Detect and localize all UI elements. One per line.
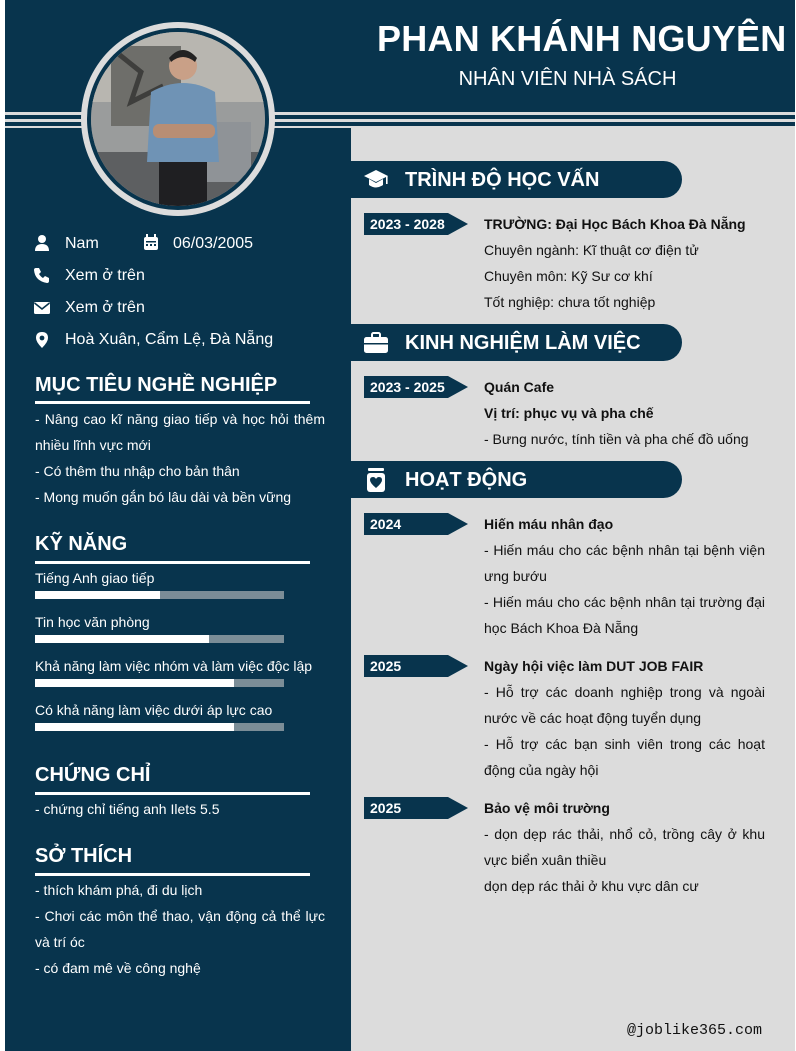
job-position: Vị trí: phục vụ và pha chế xyxy=(484,405,654,421)
company-name: Quán Cafe xyxy=(484,379,555,395)
activity-date: 2025 xyxy=(370,658,402,674)
date-tag xyxy=(364,655,468,677)
education-line: Chuyên ngành: Kĩ thuật cơ điện tử xyxy=(484,242,699,258)
activity-entry xyxy=(484,511,765,641)
skill-label: Tin học văn phòng xyxy=(35,614,150,630)
certificates-title: CHỨNG CHỈ xyxy=(35,764,151,786)
skill-bar xyxy=(35,591,284,599)
email-value: Xem ở trên xyxy=(65,299,145,316)
section-rule xyxy=(35,561,310,564)
skill-bar-fill xyxy=(35,679,234,687)
activities-header xyxy=(351,461,682,498)
hobby-item: - thích khám phá, đi du lịch xyxy=(35,882,203,898)
school-name: TRƯỜNG: Đại Học Bách Khoa Đà Nẵng xyxy=(484,216,746,232)
objective-list xyxy=(35,406,325,510)
section-rule xyxy=(35,873,310,876)
user-icon xyxy=(33,234,51,252)
education-line: Tốt nghiệp: chưa tốt nghiệp xyxy=(484,294,656,310)
date-tag xyxy=(364,797,468,819)
objective-item: - Mong muốn gắn bó lâu dài và bền vững xyxy=(35,489,292,505)
hobby-item: - có đam mê về công nghệ xyxy=(35,960,201,976)
activity-entry xyxy=(484,795,765,899)
date-tag xyxy=(364,376,468,398)
education-date: 2023 - 2028 xyxy=(370,216,445,232)
email-icon xyxy=(33,299,51,317)
activity-line: - Hiến máu cho các bệnh nhân tại trường đại học Bách Khoa Đà Nẵng xyxy=(484,594,765,636)
objective-title: MỤC TIÊU NGHỀ NGHIỆP xyxy=(35,374,278,396)
objective-item: - Có thêm thu nhập cho bản thân xyxy=(35,463,240,479)
certificate-item: - chứng chỉ tiếng anh Ilets 5.5 xyxy=(35,801,220,817)
cv-page xyxy=(5,0,795,1051)
activity-name: Hiến máu nhân đạo xyxy=(484,516,614,532)
activity-line: - Hỗ trợ các bạn sinh viên trong các hoạt động của ngày hội xyxy=(484,736,765,778)
skill-bar-fill xyxy=(35,635,209,643)
experience-entry xyxy=(484,374,765,452)
calendar-icon xyxy=(142,234,160,252)
certificate-list xyxy=(35,796,325,822)
activity-name: Ngày hội việc làm DUT JOB FAIR xyxy=(484,658,704,674)
skill-label: Khả năng làm việc nhóm và làm việc độc lập xyxy=(35,658,313,674)
activities-title: HOẠT ĐỘNG xyxy=(405,469,528,491)
objective-item: - Nâng cao kĩ năng giao tiếp và học hỏi thêm nhiều lĩnh vực mới xyxy=(35,411,325,453)
candidate-name: PHAN KHÁNH NGUYÊN xyxy=(377,18,787,59)
heart-badge-icon xyxy=(363,467,389,493)
experience-title: KINH NGHIỆM LÀM VIỆC xyxy=(405,332,641,354)
skill-label: Tiếng Anh giao tiếp xyxy=(35,570,155,586)
activity-line: - Hiến máu cho các bệnh nhân tại bệnh viện ưng bướu xyxy=(484,542,765,584)
skills-title: KỸ NĂNG xyxy=(35,533,128,555)
hobby-item: - Chơi các môn thể thao, vận động cả thể lực và trí óc xyxy=(35,908,325,950)
hobbies-title: SỞ THÍCH xyxy=(35,845,133,867)
activity-line: dọn dẹp rác thải ở khu vực dân cư xyxy=(484,878,699,894)
education-entry xyxy=(484,211,765,315)
date-tag xyxy=(364,513,468,535)
activity-date: 2024 xyxy=(370,516,402,532)
education-header xyxy=(351,161,682,198)
avatar xyxy=(91,32,265,206)
experience-date: 2023 - 2025 xyxy=(370,379,445,395)
experience-header xyxy=(351,324,682,361)
activity-entry xyxy=(484,653,765,783)
education-title: TRÌNH ĐỘ HỌC VẤN xyxy=(405,169,600,191)
education-line: Chuyên môn: Kỹ Sư cơ khí xyxy=(484,268,653,284)
skill-label: Có khả năng làm việc dưới áp lực cao xyxy=(35,702,273,718)
skill-bar-fill xyxy=(35,723,234,731)
skill-bar xyxy=(35,679,284,687)
address-value: Hoà Xuân, Cẩm Lệ, Đà Nẵng xyxy=(65,331,274,348)
phone-icon xyxy=(33,266,51,284)
date-tag xyxy=(364,213,468,235)
activity-line: - Hỗ trợ các doanh nghiệp trong và ngoài nước về các hoạt động tuyển dụng xyxy=(484,684,765,726)
skill-bar xyxy=(35,635,284,643)
watermark: @joblike365.com xyxy=(627,1022,763,1039)
job-title: NHÂN VIÊN NHÀ SÁCH xyxy=(458,68,677,90)
section-rule xyxy=(35,401,310,404)
briefcase-icon xyxy=(363,330,389,356)
phone-value: Xem ở trên xyxy=(65,267,145,284)
activity-date: 2025 xyxy=(370,800,402,816)
hobby-list xyxy=(35,877,325,981)
gender-value: Nam xyxy=(65,235,99,252)
location-icon xyxy=(33,331,51,349)
graduation-cap-icon xyxy=(363,167,389,193)
birthday-value: 06/03/2005 xyxy=(173,235,254,252)
activity-name: Bảo vệ môi trường xyxy=(484,800,610,816)
activity-line: - dọn dẹp rác thải, nhổ cỏ, trồng cây ở khu vực biển xuân thiều xyxy=(484,826,765,868)
skill-bar xyxy=(35,723,284,731)
skill-bar-fill xyxy=(35,591,160,599)
section-rule xyxy=(35,792,310,795)
experience-line: - Bưng nước, tính tiền và pha chế đồ uống xyxy=(484,431,749,447)
